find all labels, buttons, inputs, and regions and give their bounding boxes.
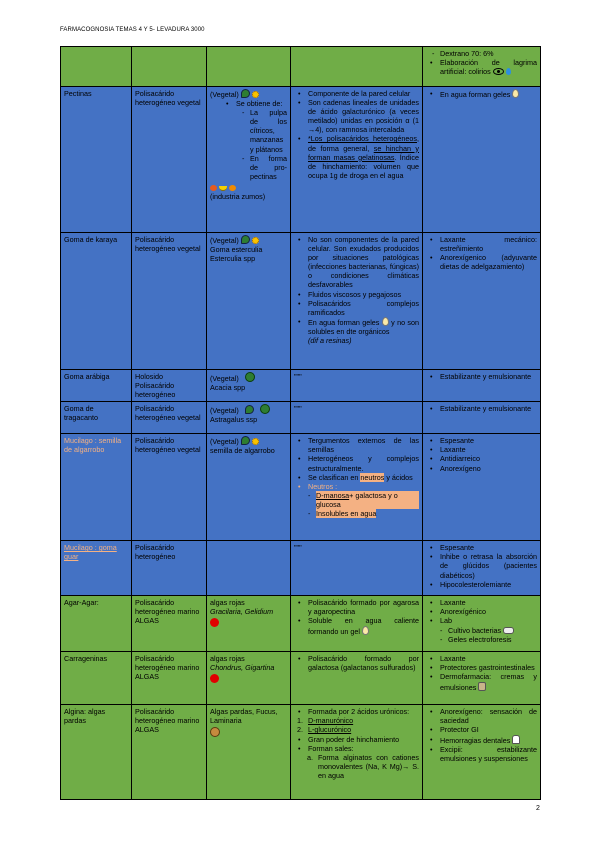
list-item: • Fluidos viscosos y pegajosos — [308, 290, 419, 299]
table-row: Agar-Agar: Polisacárido heterogéneo marino ALGAS algas rojas Gracilaria, Gelidium • Polisacárido formado por agarosa y agaropectina • Soluble en agua caliente formando un gel • Laxante • Anorexígénico • Lab - Cultivo bacterias - Geles electroforesis — [61, 596, 541, 652]
list-item: • Excipii: estabilizante emulsiones y suspensiones — [440, 745, 537, 763]
gel-drop-icon — [512, 89, 519, 98]
water-drop-icon — [506, 68, 511, 75]
list-item: • Polisacárido formado por galactosa (galactanos sulfurados) — [308, 654, 419, 672]
leaf-icon — [241, 89, 250, 98]
list-item: • Antidiarreico — [440, 454, 537, 463]
row-name: Mucilago : semilla de algarrobo — [61, 434, 132, 541]
apple-icon — [210, 185, 217, 191]
list-item: • Protectores gastrointestinales — [440, 663, 537, 672]
row-name: Agar-Agar: — [61, 596, 132, 652]
list-item: - D-manosa+ galactosa y o glucosa — [316, 491, 419, 509]
list-item: a. Forma alginatos con cationes monovalentes (Na, K Mg)→ S. en agua — [318, 753, 419, 780]
leaf-icon — [241, 235, 250, 244]
list-item: • Hemorragias dentales — [440, 735, 537, 745]
list-item: - En forma de pro-pectinas — [250, 154, 287, 181]
row-name: Mucilago : goma guar — [61, 541, 132, 596]
list-item: • Polisacáridos complejos ramificados — [308, 299, 419, 317]
gel-drop-icon — [382, 317, 389, 326]
list-item: • No son componentes de la pared celular. Son exudados producidos por situaciones patológicas (infecciones bacterianas, fúngicas) o condiciones climáticas desfavorables — [308, 235, 419, 290]
list-item: • Laxante — [440, 445, 537, 454]
red-algae-icon — [210, 618, 219, 627]
polysaccharide-table — [60, 46, 541, 800]
table-row — [61, 47, 541, 87]
list-item: • Forman sales: — [308, 744, 419, 753]
row-type: Polisacárido heterogéneo vegetal — [132, 87, 207, 233]
row-name: Carrageninas — [61, 652, 132, 705]
table-row: Goma de tragacanto Polisacárido heterogéneo vegetal (Vegetal) Astragalus ssp """ • Estabilizante y emulsionante — [61, 402, 541, 434]
list-item: • Anorexígénico — [440, 607, 537, 616]
list-item: 1. D-manurónico — [308, 716, 419, 725]
list-item: - Insolubles en agua — [316, 509, 419, 518]
list-item: • Estabilizante y emulsionante — [440, 404, 537, 413]
row-type: Polisacárido heterogéneo marino — [135, 654, 200, 673]
list-item: • Laxante — [440, 654, 537, 663]
list-item: • Protector GI — [440, 725, 537, 734]
list-item: • Se clasifican en neutros y ácidos — [308, 473, 419, 482]
list-item: • Lab — [440, 616, 537, 625]
list-item: • Tergumentos externos de las semillas — [308, 436, 419, 454]
flower-icon — [252, 237, 259, 244]
table-row: Goma arábiga Holosido Polisacárido heterogéneo (Vegetal) Acacia spp """ • Estabilizante y emulsionante — [61, 370, 541, 402]
cream-jar-icon — [478, 682, 486, 691]
list-item: 2. L-glucurónico — [308, 725, 419, 734]
row-name: Goma arábiga — [61, 370, 132, 402]
flower-icon — [252, 438, 259, 445]
row-type: Holosido Polisacárido heterogéneo — [132, 370, 207, 402]
list-item: • Son cadenas lineales de unidades de ácido galacturónico (a veces metilado) unidas en posición α (1 →4), con ramnosa intercalada — [308, 98, 419, 134]
list-item: • Anorexígenico (adyuvante dietas de adelgazamiento) — [440, 253, 537, 271]
red-algae-icon — [210, 674, 219, 683]
list-item: - La pulpa de los cítricos, manzanas y plátanos — [250, 108, 287, 153]
list-item: • Elaboración de lagrima artificial: colirios — [440, 58, 537, 76]
list-item: • *Los polisacáridos heterogéneos, de forma general, se hinchan y forman masas gelatinosas. Índice de hinchamiento: volumen que ocupa 1g de droga en el agua — [308, 134, 419, 179]
row-type: Polisacárido heterogéneo vegetal — [132, 402, 207, 434]
flower-icon — [252, 91, 259, 98]
list-item: • Laxante — [440, 598, 537, 607]
table-row: Goma de karaya Polisacárido heterogéneo vegetal (Vegetal) Goma esterculia Esterculia spp • No son componentes de la pared celular. Son exudados producidos por situaciones patológicas (infecciones bacterianas, fúngicas) o condiciones climáticas desfavorables • Fluidos viscosos y pegajosos • Polisacáridos complejos ramificados • En agua forman geles y no son solubles en dte orgánicos (dif a resinas) • Laxante mecánico: estreñimiento • Anorexígenico (adyuvante dietas de adelgazamiento) — [61, 233, 541, 370]
table-row: Algina: algas pardas Polisacárido heterogéneo marino ALGAS Algas pardas, Fucus, Laminaria • Formada por 2 ácidos urónicos: 1. D-manurónico 2. L-glucurónico • Gran poder de hinchamiento • Forman sales: a. Forma alginatos con cationes monovalentes (Na, K Mg)→ S. en agua • Anorexígeno: sensación de saciedad • Protector GI • Hemorragias dentales • Excipii: estabilizante emulsiones y suspensiones — [61, 705, 541, 800]
table-row: Mucilago : goma guar Polisacárido heterogéneo """ • Espesante • Inhibe o retrasa la absorción de glúcidos (pacientes diabéticos) • Hipocolesterolemiante — [61, 541, 541, 596]
row-type: Polisacárido heterogéneo vegetal — [132, 434, 207, 541]
tree-icon — [245, 372, 255, 382]
list-item: • Componente de la pared celular — [308, 89, 419, 98]
row-name: Pectinas — [61, 87, 132, 233]
row-type: Polisacárido heterogéneo marino — [135, 707, 200, 726]
table-row: Mucilago : semilla de algarrobo Polisacárido heterogéneo vegetal (Vegetal) semilla de algarrobo • Tergumentos externos de las semillas • Heterogéneos y complejos estructuralmente. • Se clasifican en neutros y ácidos • Neutros : - D-manosa+ galactosa y o glucosa - Insolubles en agua • Espesante • Laxante • Antidiarreico • Anorexígeno — [61, 434, 541, 541]
list-item: • Espesante — [440, 543, 537, 552]
list-item: • Hipocolesterolemiante — [440, 580, 537, 589]
orange-icon — [229, 185, 236, 191]
row-name: Algina: algas pardas — [61, 705, 132, 800]
list-item: - Cultivo bacterias — [448, 626, 537, 635]
list-item: • Neutros : — [308, 482, 419, 491]
table-row: Pectinas Polisacárido heterogéneo vegetal (Vegetal) • Se obtiene de: - La pulpa de los cítricos, manzanas y plátanos - En forma de pro-pectinas (industria zumos) • Componente de la pared celular • Son cadenas lineales de unidades de ácido galacturónico (a veces metilado) unidas en posición α (1 →4), con ramnosa intercalada • *Los polisacáridos heterogéneos, de forma general, se hinchan y forman masas gelatinosas. Índice de hinchamiento: volumen que ocupa 1g de droga en el agua • En agua forman geles — [61, 87, 541, 233]
list-item: • Anorexígeno — [440, 464, 537, 473]
row-type: Polisacárido heterogéneo marino — [135, 598, 200, 617]
leaf-icon — [241, 436, 250, 445]
list-item: • En agua forman geles y no son solubles en dte orgánicos — [308, 317, 419, 336]
table-row: Carrageninas Polisacárido heterogéneo marino ALGAS algas rojas Chondrus, Gigartina • Polisacárido formado por galactosa (galactanos sulfurados) • Laxante • Protectores gastrointestinales • Dermofarmacia: cremas y emulsiones — [61, 652, 541, 705]
row-type: Polisacárido heterogéneo — [132, 541, 207, 596]
banana-icon — [219, 186, 227, 191]
list-item: • Polisacárido formado por agarosa y agaropectina — [308, 598, 419, 616]
list-item: • Heterogéneos y complejos estructuralmente. — [308, 454, 419, 472]
list-item: • En agua forman geles — [440, 89, 537, 99]
list-item: • Inhibe o retrasa la absorción de glúcidos (pacientes diabéticos) — [440, 552, 537, 579]
tree-icon — [260, 404, 270, 414]
gel-drop-icon — [362, 626, 369, 635]
list-item: • Formada por 2 ácidos urónicos: — [308, 707, 419, 716]
monkey-icon — [210, 727, 220, 737]
row-name: Goma de tragacanto — [61, 402, 132, 434]
list-item: • Anorexígeno: sensación de saciedad — [440, 707, 537, 725]
list-item: • Espesante — [440, 436, 537, 445]
tooth-icon — [512, 735, 520, 744]
list-item: - Geles electroforesis — [448, 635, 537, 644]
row-type: Polisacárido heterogéneo vegetal — [132, 233, 207, 370]
list-item: • Estabilizante y emulsionante — [440, 372, 537, 381]
list-item: • Soluble en agua caliente formando un gel — [308, 616, 419, 635]
petri-dish-icon — [503, 627, 514, 634]
page-header: FARMACOGNOSIA TEMAS 4 Y 5- LEVADURA 3000 — [60, 27, 205, 33]
list-item: - Dextrano 70: 6% — [440, 49, 537, 58]
list-item: • Dermofarmacia: cremas y emulsiones — [440, 672, 537, 691]
page-number: 2 — [536, 805, 540, 812]
list-item: • Se obtiene de: — [236, 99, 287, 108]
leaf-icon — [245, 405, 254, 414]
list-item: • Gran poder de hinchamiento — [308, 735, 419, 744]
row-name: Goma de karaya — [61, 233, 132, 370]
list-item: • Laxante mecánico: estreñimiento — [440, 235, 537, 253]
eye-icon — [493, 68, 504, 75]
